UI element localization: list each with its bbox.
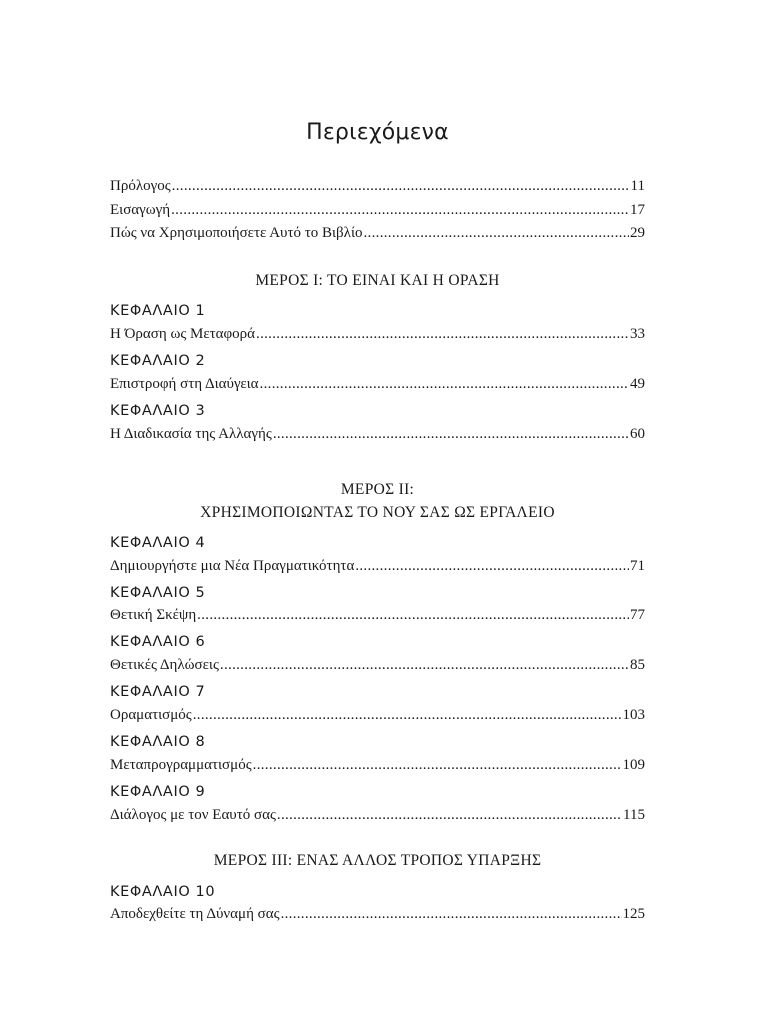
toc-entry-chapter-7[interactable] <box>110 705 645 725</box>
toc-entry-page: 125 <box>622 906 645 922</box>
toc-entry-page: 77 <box>630 607 645 623</box>
toc-entry-chapter-5[interactable] <box>110 605 645 625</box>
dot-leader <box>172 176 630 196</box>
dot-leader <box>253 755 622 775</box>
toc-entry-label: Επιστροφή στη Διαύγεια <box>110 376 259 392</box>
dot-leader <box>281 904 622 924</box>
dot-leader <box>197 605 629 625</box>
toc-entry-label: Εισαγωγή <box>110 202 171 218</box>
toc-entry-chapter-9[interactable] <box>110 805 645 825</box>
toc-entry-chapter-3[interactable] <box>110 424 645 444</box>
toc-entry-label: Μεταπρογραμματισμός <box>110 757 252 773</box>
toc-entry-page: 49 <box>630 376 645 392</box>
toc-entry-chapter-4[interactable] <box>110 556 645 576</box>
part-3-heading: ΜΕΡΟΣ ΙΙΙ: ΕΝΑΣ ΑΛΛΟΣ ΤΡΟΠΟΣ ΥΠΑΡΞΗΣ <box>213 852 542 869</box>
chapter-7-heading: ΚΕΦΑΛΑΙΟ 7 <box>110 684 206 700</box>
part-2-heading-line-2: ΧΡΗΣΙΜΟΠΟΙΩΝΤΑΣ ΤΟ ΝΟΥ ΣΑΣ ΩΣ ΕΡΓΑΛΕΙΟ <box>200 504 555 521</box>
chapter-9-heading: ΚΕΦΑΛΑΙΟ 9 <box>110 784 206 800</box>
toc-entry-label: Θετική Σκέψη <box>110 607 197 623</box>
toc-entry-page: 29 <box>630 225 645 241</box>
toc-entry-page: 103 <box>622 707 645 723</box>
chapter-6-heading: ΚΕΦΑΛΑΙΟ 6 <box>110 634 206 650</box>
toc-entry-page: 33 <box>630 326 645 342</box>
toc-entry-prologue[interactable] <box>110 176 645 196</box>
toc-entry-label: Η Όραση ως Μεταφορά <box>110 326 256 342</box>
chapter-5-heading: ΚΕΦΑΛΑΙΟ 5 <box>110 585 206 601</box>
dot-leader <box>171 200 629 220</box>
toc-entry-page: 17 <box>630 202 645 218</box>
toc-entry-label: Αποδεχθείτε τη Δύναμή σας <box>110 906 280 922</box>
toc-entry-label: Διάλογος με τον Εαυτό σας <box>110 807 276 823</box>
chapter-8-heading: ΚΕΦΑΛΑΙΟ 8 <box>110 734 206 750</box>
part-2-heading-line-1: ΜΕΡΟΣ ΙΙ: <box>340 481 415 498</box>
toc-entry-page: 71 <box>630 558 645 574</box>
toc-entry-page: 109 <box>622 757 645 773</box>
dot-leader <box>364 223 630 243</box>
toc-entry-label: Η Διαδικασία της Αλλαγής <box>110 426 272 442</box>
dot-leader <box>256 324 629 344</box>
dot-leader <box>355 556 629 576</box>
toc-entry-label: Θετικές Δηλώσεις <box>110 657 219 673</box>
part-1-heading: ΜΕΡΟΣ Ι: ΤΟ ΕΙΝΑΙ ΚΑΙ Η ΟΡΑΣΗ <box>255 272 500 289</box>
toc-entry-how-to-use[interactable] <box>110 223 645 243</box>
toc-entry-page: 11 <box>630 178 645 194</box>
toc-entry-label: Πρόλογος <box>110 178 171 194</box>
dot-leader <box>273 424 629 444</box>
toc-entry-label: Οραματισμός <box>110 707 192 723</box>
toc-entry-introduction[interactable] <box>110 200 645 220</box>
toc-entry-chapter-8[interactable] <box>110 755 645 775</box>
page-title: Περιεχόμενα <box>306 120 449 145</box>
chapter-4-heading: ΚΕΦΑΛΑΙΟ 4 <box>110 535 206 551</box>
toc-entry-page: 60 <box>630 426 645 442</box>
toc-entry-label: Πώς να Χρησιμοποιήσετε Αυτό το Βιβλίο <box>110 225 363 241</box>
chapter-3-heading: ΚΕΦΑΛΑΙΟ 3 <box>110 403 206 419</box>
dot-leader <box>220 655 629 675</box>
toc-entry-chapter-10[interactable] <box>110 904 645 924</box>
dot-leader <box>193 705 622 725</box>
toc-entry-chapter-6[interactable] <box>110 655 645 675</box>
toc-entry-label: Δημιουργήστε μια Νέα Πραγματικότητα <box>110 558 355 574</box>
chapter-1-heading: ΚΕΦΑΛΑΙΟ 1 <box>110 303 206 319</box>
dot-leader <box>260 374 629 394</box>
toc-entry-page: 115 <box>623 807 645 823</box>
toc-entry-page: 85 <box>630 657 645 673</box>
dot-leader <box>277 805 622 825</box>
chapter-2-heading: ΚΕΦΑΛΑΙΟ 2 <box>110 353 206 369</box>
chapter-10-heading: ΚΕΦΑΛΑΙΟ 10 <box>110 884 216 900</box>
toc-entry-chapter-2[interactable] <box>110 374 645 394</box>
toc-entry-chapter-1[interactable] <box>110 324 645 344</box>
